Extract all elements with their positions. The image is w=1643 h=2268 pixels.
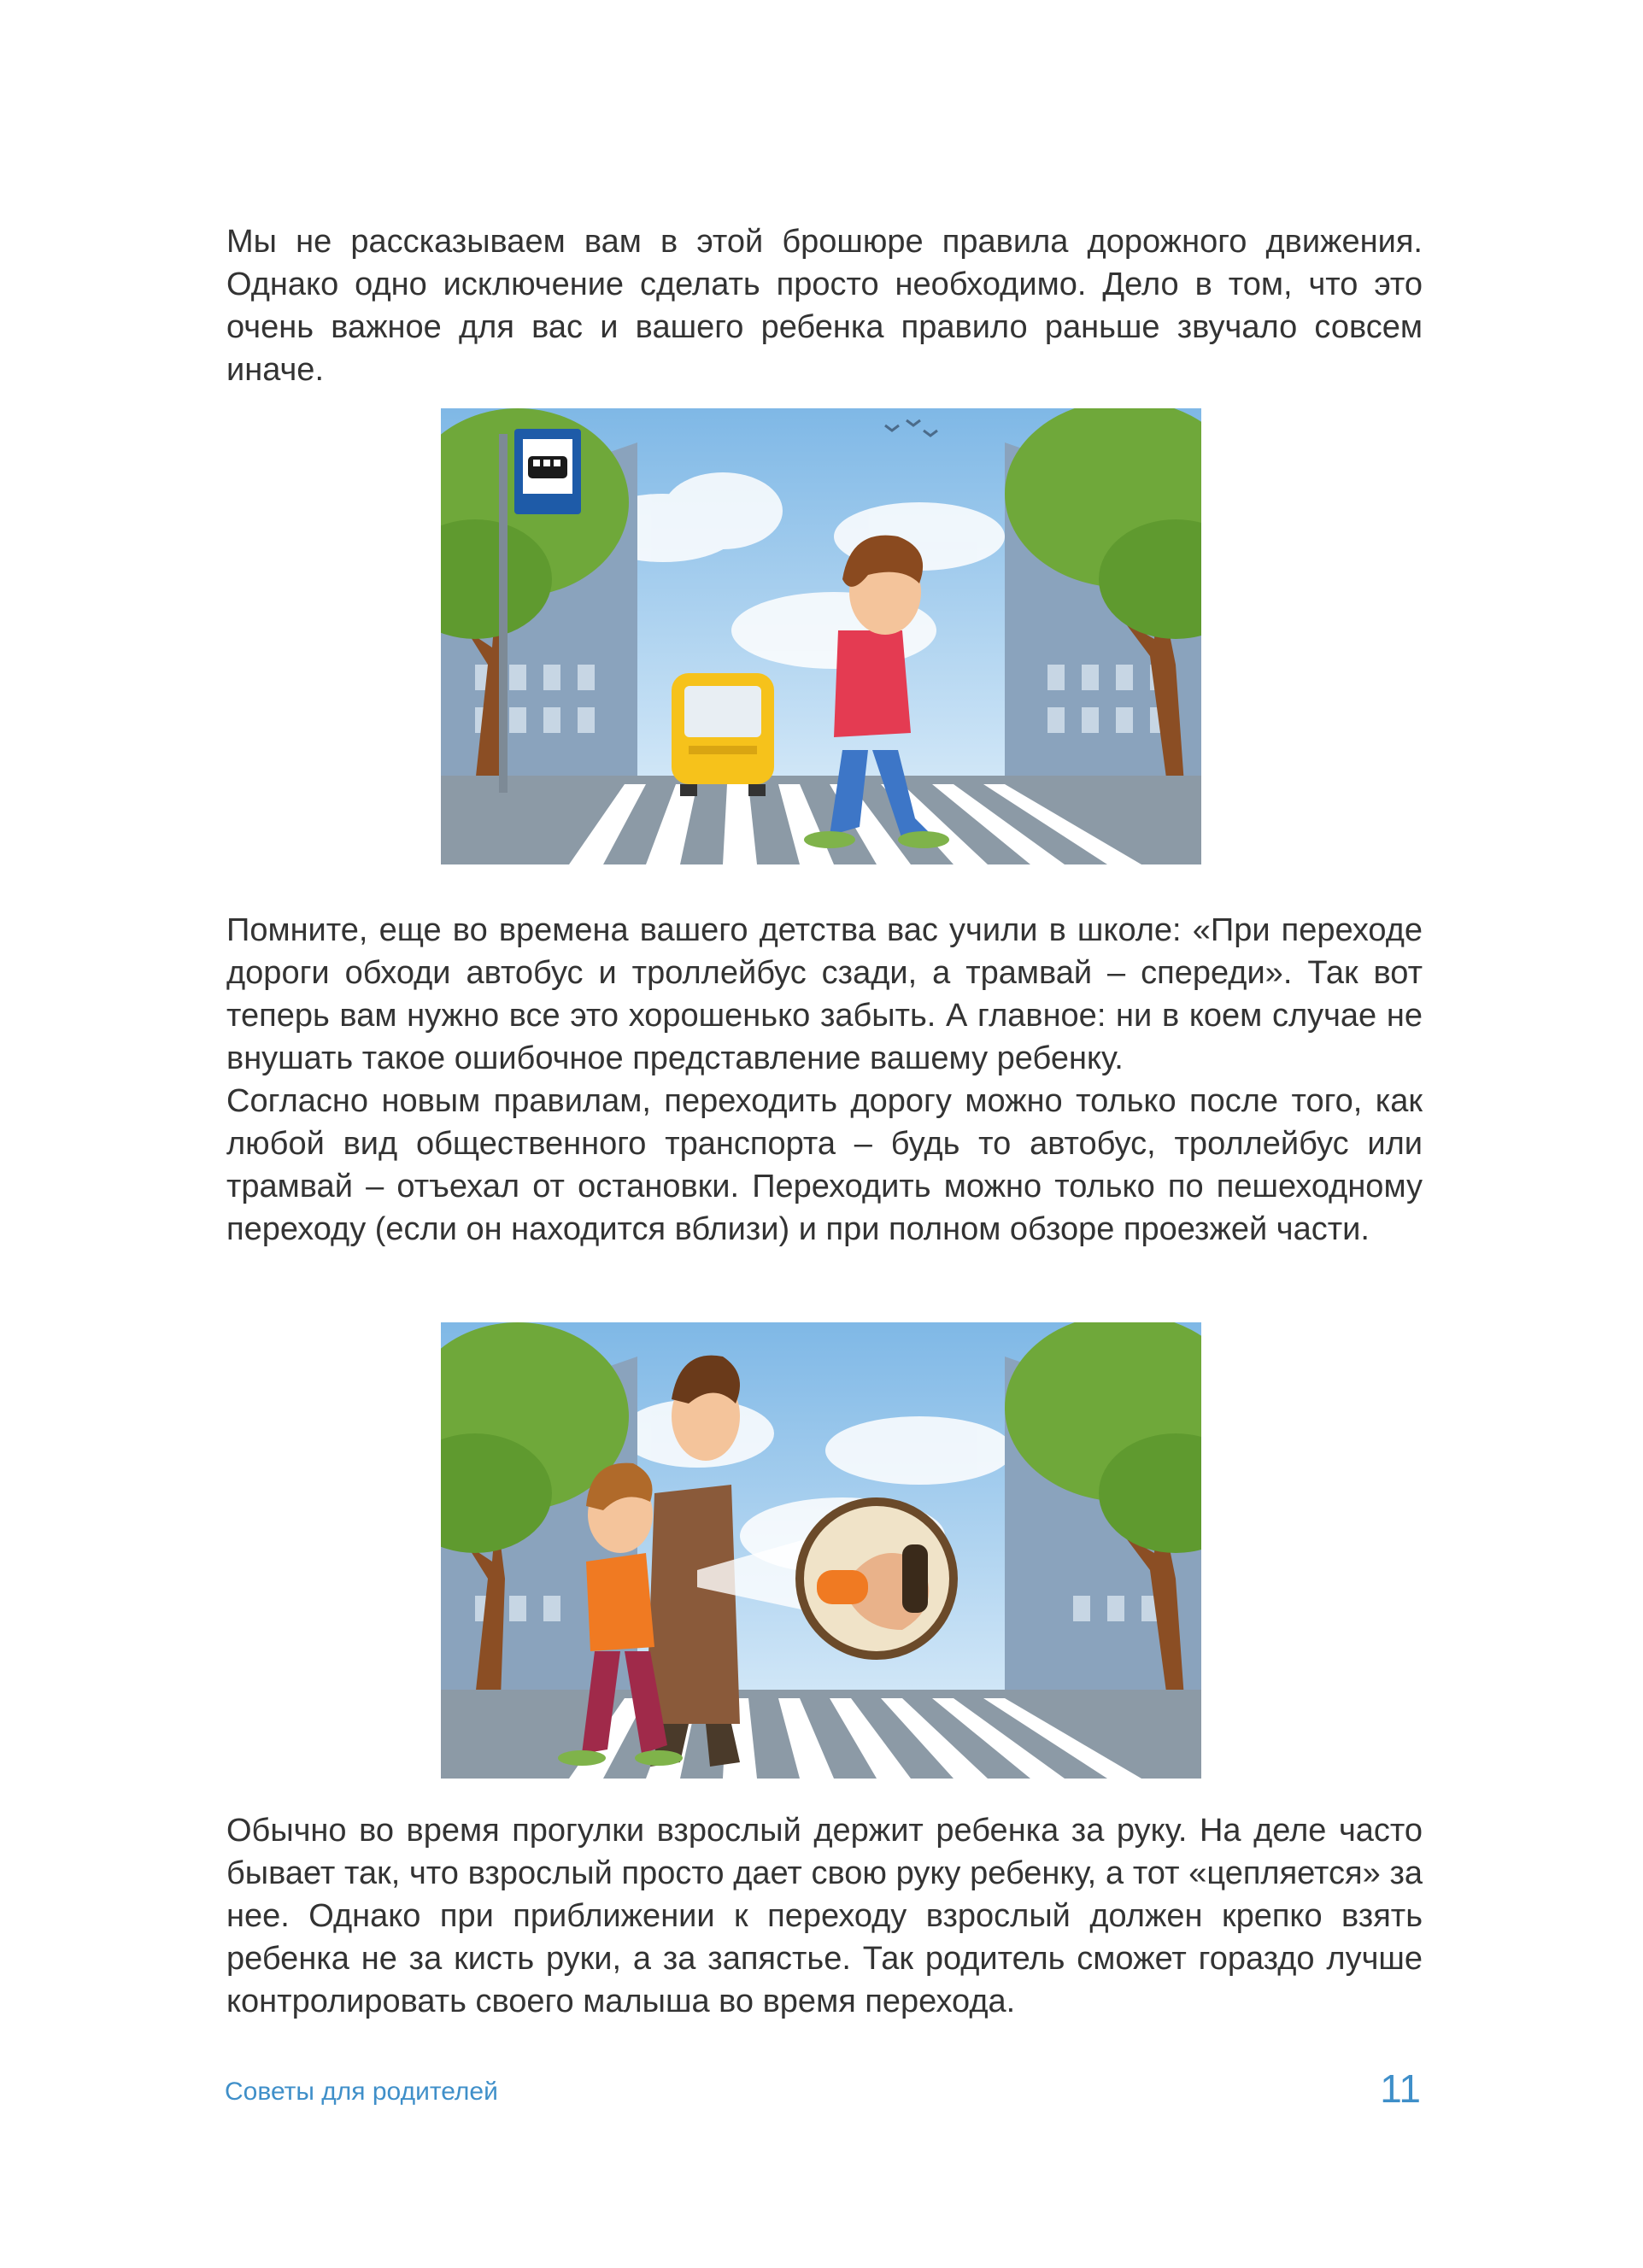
illustration-bus-stop-crossing xyxy=(441,408,1201,864)
page-number: 11 xyxy=(1380,2066,1421,2111)
yellow-bus-icon xyxy=(672,673,774,796)
footer-title: Советы для родителей xyxy=(225,2078,498,2106)
remember-paragraph: Помните, еще во времена вашего детства вас учили в школе: «При переходе дороги обходи автобус и троллейбус сзади, а трамвай – спереди». Так вот теперь вам нужно все это хорошенько забыть. А главное: ни в коем случае не внушать такое ошибочное представление вашему ребенку. xyxy=(226,912,1423,1076)
hand-paragraph: Обычно во время прогулки взрослый держит ребенка за руку. На деле часто бывает так, что взрослый просто дает свою руку ребенку, а тот «цепляется» за нее. Однако при приближении к переходу взрослый должен крепко взять ребенка не за кисть руки, а за запястье. Так родитель сможет гораздо лучше контролировать своего малыша во время перехода. xyxy=(226,1813,1423,2019)
illustration-adult-holding-child xyxy=(441,1322,1201,1779)
new-rules-paragraph: Согласно новым правилам, переходить дорогу можно только после того, как любой вид общественного транспорта – будь то автобус, троллейбус или трамвай – отъехал от остановки. Переходить можно только по пешеходному переходу (если он находится вблизи) и при полном обзоре проезжей части. xyxy=(226,1083,1423,1247)
intro-paragraph: Мы не рассказываем вам в этой брошюре правила дорожного движения. Однако одно исключение сделать просто необходимо. Дело в том, что это очень важное для вас и вашего ребенка правило раньше звучало совсем иначе. xyxy=(226,224,1423,388)
